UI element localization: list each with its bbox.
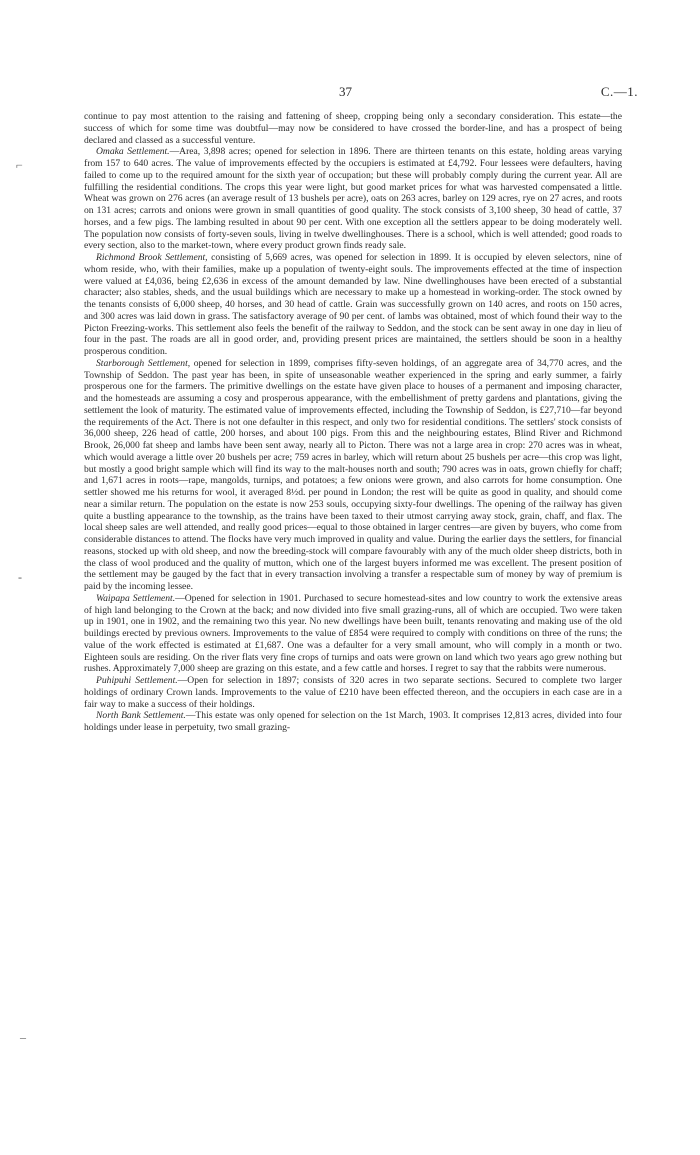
paragraph-text: continue to pay most attention to the raising and fattening of sheep, cropping being only a secondary consideration. This estate—the success of which for some time was doubtful—may now be considered to have crossed the border-line, and has a prospect of being declared and classed as a successful venture. <box>84 111 622 146</box>
paragraph-text: —Area, 3,898 acres; opened for selection in 1896. There are thirteen tenants on this estate, holding areas varying from 157 to 640 acres. The value of improvements effected by the occupiers is estimated at £4,792. Four lessees were defaulters, having failed to come up to the required amount for the sixth year of occupation; but these will probably comply during the current year. All are fulfilling the residential conditions. The crops this year were light, but good market prices for what was harvested compensated a little. Wheat was grown on 276 acres (an average result of 13 bushels per acre), oats on 263 acres, barley on 129 acres, rye on 27 acres, and roots on 131 acres; carrots and onions were grown in small quantities of good quality. The stock consists of 3,100 sheep, 30 head of cattle, 37 horses, and a few pigs. The lambing resulted in about 90 per cent. With one exception all the settlers appear to be doing moderately well. The population now consists of forty-seven souls, living in twelve dwellinghouses. There is a school, which is well attended; good roads to every section, also to the market-town, where every product grown finds ready sale. <box>84 146 622 252</box>
margin-mark-icon: ⌐ <box>16 158 23 172</box>
paragraph-text: consisting of 5,669 acres, was opened for selection in 1899. It is occupied by eleven selectors, nine of whom reside, who, with their families, make up a population of twenty-eight souls. The improvements effected at the time of inspection were valued at £4,036, being £2,636 in excess of the amount demanded by law. Nine dwellinghouses have been erected of a substantial character; also stables, sheds, and the usual buildings which are necessary to make up a homestead in working-order. The stock owned by the tenants consists of 6,000 sheep, 40 horses, and 30 head of cattle. Grain was successfully grown on 140 acres, and roots on 150 acres, and 300 acres was laid down in grass. The satisfactory average of 90 per cent. of lambs was obtained, most of which found their way to the Picton Freezing-works. This settlement also feels the benefit of the railway to Seddon, and the stock can be sent away in one day in lieu of four in the past. The roads are all in good order, and, providing present prices are maintained, the settlers should be soon in a healthy prosperous condition. <box>84 252 622 357</box>
paragraph-text: —Opened for selection in 1901. Purchased to secure homestead-sites and low country to work the extensive areas of high land belonging to the Crown at the back; and now divided into five small grazing-runs, all of which are occupied. Two were taken up in 1901, one in 1902, and the remaining two this year. No new dwellings have been built, tenants renovating and making use of the old buildings erected by previous owners. Improvements to the value of £854 were required to comply with conditions on three of the runs; the value of the work effected is estimated at £1,687. One was a defaulter for a very small amount, who will comply in a month or two. Eighteen souls are residing. On the river flats very fine crops of turnips and oats were grown on land which two years ago grew nothing but rushes. Approximately 7,000 sheep are grazing on this estate, and a few cattle and horses. I regret to say that the rabbits were numerous. <box>84 592 623 675</box>
paragraph-waipapa <box>84 593 622 675</box>
paragraph-omaka <box>84 146 622 252</box>
paragraph <box>84 111 622 146</box>
page-number: 37 <box>339 84 352 99</box>
margin-mark-icon: – <box>20 1030 26 1044</box>
paragraph-puhipuhi <box>84 675 622 710</box>
paragraph-text: —Open for selection in 1897; consists of 320 acres in two separate sections. Secured to complete two larger holdings of ordinary Crown lands. Improvements to the value of £210 have been effected thereon, and the occupiers in each case are in a fair way to make a success of their holdings. <box>84 675 623 710</box>
paragraph-richmond-brook <box>84 252 622 358</box>
paragraph-title: Omaka Settlement. <box>96 146 170 158</box>
paragraph-north-bank <box>84 710 622 734</box>
paragraph-title: Puhipuhi Settlement. <box>96 675 178 686</box>
paragraph-text: —This estate was only opened for selection on the 1st March, 1903. It comprises 12,813 acres, divided into four holdings under lease in perpetuity, two small grazing- <box>84 710 622 733</box>
page-header <box>84 84 638 100</box>
paragraph-text: opened for selection in 1899, comprises fifty-seven holdings, of an aggregate area of 34,770 acres, and the Township of Seddon. The past year has been, in spite of unseasonable weather experienced in the spring and early summer, a fairly prosperous one for the farmers. The primitive dwellings on the estate have given place to houses of a permanent and imposing character, and the homesteads are assuming a cosy and prosperous appearance, with the embellishment of pretty gardens and plantations, giving the settlement the look of maturity. The estimated value of improvements effected, including the Township of Seddon, is £27,710—far beyond the requirements of the Act. There is not one defaulter in this respect, and only two for residential conditions. The settlers' stock consists of 36,000 sheep, 226 head of cattle, 200 horses, and about 100 pigs. From this and the neighbouring estates, Blind River and Richmond Brook, 26,000 fat sheep and lambs have been sent away, nearly all to Picton. There was not a large area in crop: 270 acres was in wheat, which would average a little over 20 bushels per acre; 759 acres in barley, which will return about 25 bushels per acre—this crop was light, but mostly a good bright sample which will find its way to the malt-houses north and south; 790 acres was in oats, grown chiefly for chaff; and 1,671 acres in roots—rape, mangolds, turnips, and potatoes; a few onions were grown, and also carrots for home consumption. One settler showed me his returns for wool, it averaged 8½d. per pound in London; the rest will be quite as good in quality, and should come near a similar return. The population on the estate is now 253 souls, occupying sixty-four dwellings. The opening of the railway has given quite a bustling appearance to the township, as the trains have been taxed to their utmost carrying away stock, grain, chaff, and flax. The local sheep sales are well attended, and really good prices—equal to those obtained in larger centres—are given by buyers, who come from considerable distances to attend. The flocks have very much improved in quality and value. During the earlier days the settlers, for financial reasons, stocked up with old sheep, and now the breeding-stock will compare favourably with any of the much older sheep districts, both in the class of wool produced and the quality of mutton, which one of the largest buyers informed me was excellent. The present position of the settlement may be gauged by the fact that in every transaction involving a transfer a respectable sum of money by way of premium is paid by the incoming lessee. <box>84 357 622 592</box>
body-text <box>84 111 622 734</box>
document-reference: C.—1. <box>600 84 638 99</box>
paragraph-title: Waipapa Settlement. <box>96 592 176 604</box>
paragraph-starborough <box>84 358 622 593</box>
paragraph-title: North Bank Settlement. <box>96 710 186 722</box>
paragraph-title: Richmond Brook Settlement, <box>96 252 208 263</box>
paragraph-title: Starborough Settlement, <box>96 357 191 369</box>
margin-mark-icon: ‑ <box>18 570 22 584</box>
